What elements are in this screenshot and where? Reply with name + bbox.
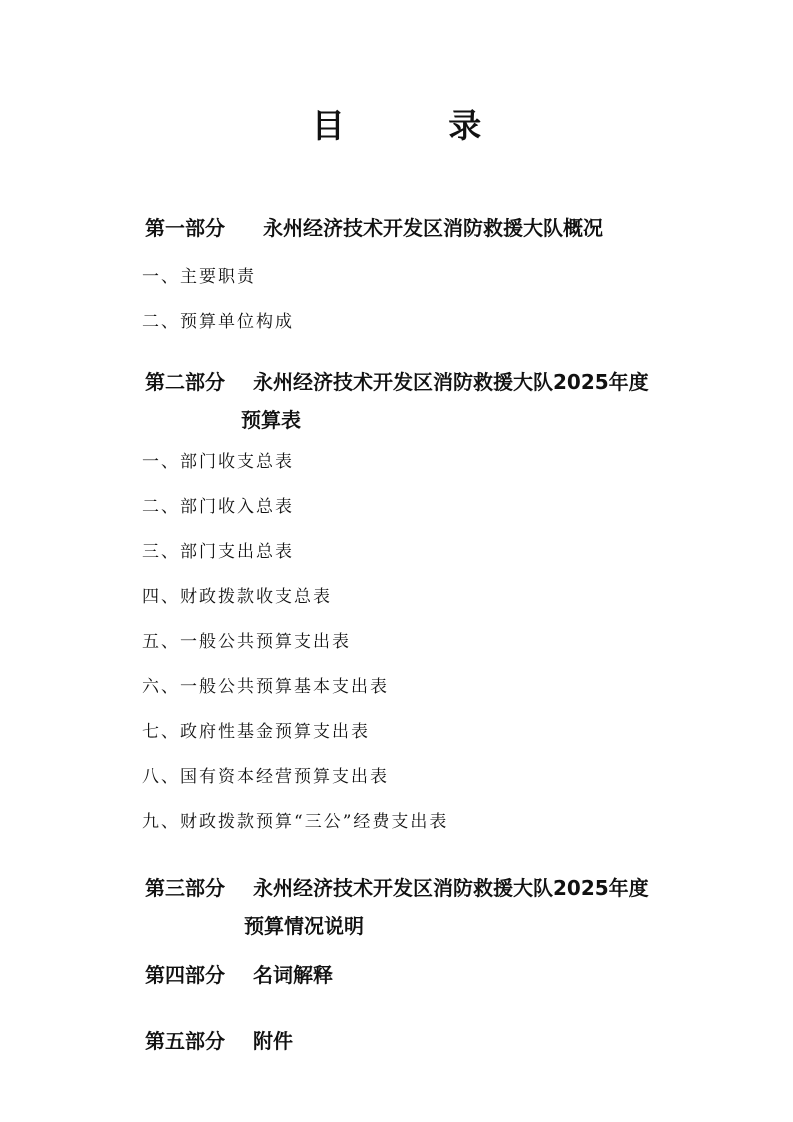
part-label: 第五部分 — [145, 1029, 225, 1053]
part-name-line: 预算表 — [241, 408, 301, 432]
part-name — [244, 869, 649, 945]
part-label: 第四部分 — [145, 963, 225, 987]
toc-item[interactable]: 五、一般公共预算支出表 — [142, 632, 351, 652]
part-name-line: 永州经济技术开发区消防救援大队2025年度 — [253, 370, 649, 394]
part-name-line: 永州经济技术开发区消防救援大队2025年度 — [253, 876, 649, 900]
part-label: 第三部分 — [145, 876, 225, 900]
toc-item[interactable]: 三、部门支出总表 — [142, 542, 294, 562]
toc-item[interactable]: 六、一般公共预算基本支出表 — [142, 677, 389, 697]
toc-item[interactable]: 一、主要职责 — [142, 267, 256, 287]
part-label: 第二部分 — [145, 370, 225, 394]
toc-part-2[interactable] — [145, 363, 649, 439]
part-name: 附件 — [253, 1029, 293, 1053]
toc-item[interactable]: 一、部门收支总表 — [142, 452, 294, 472]
toc-part-4[interactable] — [145, 956, 333, 994]
toc-item[interactable]: 七、政府性基金预算支出表 — [142, 722, 370, 742]
part-name: 永州经济技术开发区消防救援大队概况 — [263, 216, 603, 240]
part-label: 第一部分 — [145, 216, 225, 240]
toc-part-1[interactable] — [145, 209, 603, 247]
toc-part-5[interactable] — [145, 1022, 293, 1060]
toc-item[interactable]: 四、财政拨款收支总表 — [142, 587, 332, 607]
toc-item[interactable]: 二、部门收入总表 — [142, 497, 294, 517]
toc-item[interactable]: 二、预算单位构成 — [142, 312, 294, 332]
part-name: 名词解释 — [253, 963, 333, 987]
part-name-line: 预算情况说明 — [244, 914, 364, 938]
page-title: 目 录 — [311, 106, 528, 145]
toc-item[interactable]: 八、国有资本经营预算支出表 — [142, 767, 389, 787]
part-name — [241, 363, 649, 439]
toc-item[interactable]: 九、财政拨款预算“三公”经费支出表 — [142, 812, 449, 832]
toc-part-3[interactable] — [145, 869, 649, 945]
